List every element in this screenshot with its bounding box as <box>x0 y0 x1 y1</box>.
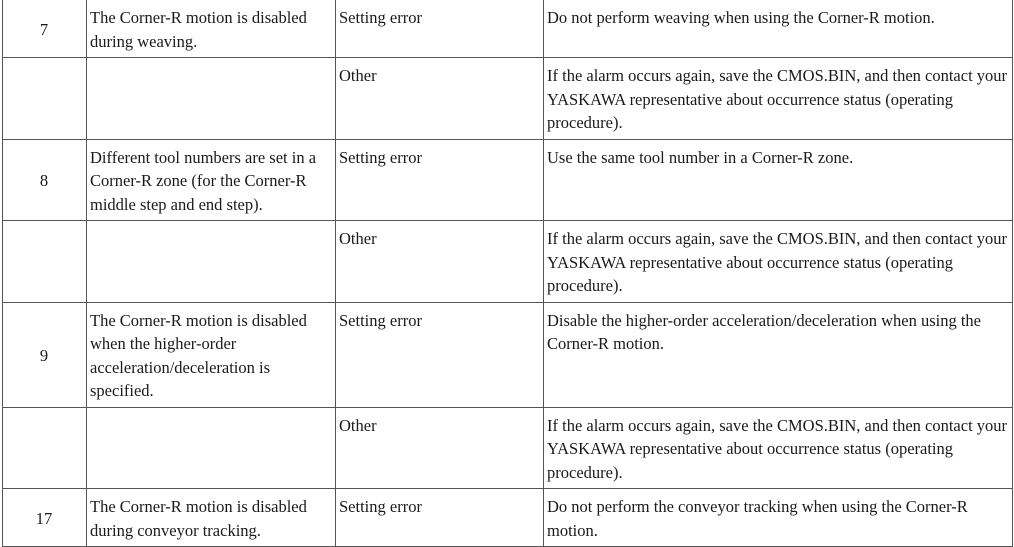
subcode-number <box>3 221 87 303</box>
cause-cell: The Corner-R motion is disabled during conveyor tracking. <box>87 489 336 547</box>
cause-cell: The Corner-R motion is disabled during weaving. <box>87 0 336 58</box>
cause-cell <box>87 221 336 303</box>
error-type-cell: Other <box>336 58 544 140</box>
subcode-number <box>3 58 87 140</box>
remedy-cell: Do not perform the conveyor tracking when using the Corner-R motion. <box>544 489 1013 547</box>
remedy-cell: If the alarm occurs again, save the CMOS.BIN, and then contact your YASKAWA representative about occurrence status (operating procedure). <box>544 407 1013 489</box>
table-row <box>3 302 1013 407</box>
remedy-cell: If the alarm occurs again, save the CMOS.BIN, and then contact your YASKAWA representative about occurrence status (operating procedure). <box>544 221 1013 303</box>
table-row <box>3 139 1013 221</box>
cause-cell: Different tool numbers are set in a Corner-R zone (for the Corner-R middle step and end step). <box>87 139 336 221</box>
remedy-cell: If the alarm occurs again, save the CMOS.BIN, and then contact your YASKAWA representative about occurrence status (operating procedure). <box>544 58 1013 140</box>
subcode-number: 17 <box>3 489 87 547</box>
error-type-cell: Setting error <box>336 489 544 547</box>
error-type-cell: Other <box>336 407 544 489</box>
table-row <box>3 0 1013 58</box>
error-type-cell: Setting error <box>336 0 544 58</box>
cause-cell <box>87 58 336 140</box>
error-type-cell: Setting error <box>336 139 544 221</box>
cause-cell <box>87 407 336 489</box>
table-row <box>3 58 1013 140</box>
alarm-subcode-table <box>2 0 1013 547</box>
subcode-number <box>3 407 87 489</box>
error-type-cell: Other <box>336 221 544 303</box>
remedy-cell: Use the same tool number in a Corner-R zone. <box>544 139 1013 221</box>
table-row <box>3 407 1013 489</box>
error-type-cell: Setting error <box>336 302 544 407</box>
table-row <box>3 221 1013 303</box>
remedy-cell: Disable the higher-order acceleration/deceleration when using the Corner-R motion. <box>544 302 1013 407</box>
cause-cell: The Corner-R motion is disabled when the higher-order acceleration/deceleration is specified. <box>87 302 336 407</box>
subcode-number: 8 <box>3 139 87 221</box>
subcode-number: 7 <box>3 0 87 58</box>
remedy-cell: Do not perform weaving when using the Corner-R motion. <box>544 0 1013 58</box>
subcode-number: 9 <box>3 302 87 407</box>
